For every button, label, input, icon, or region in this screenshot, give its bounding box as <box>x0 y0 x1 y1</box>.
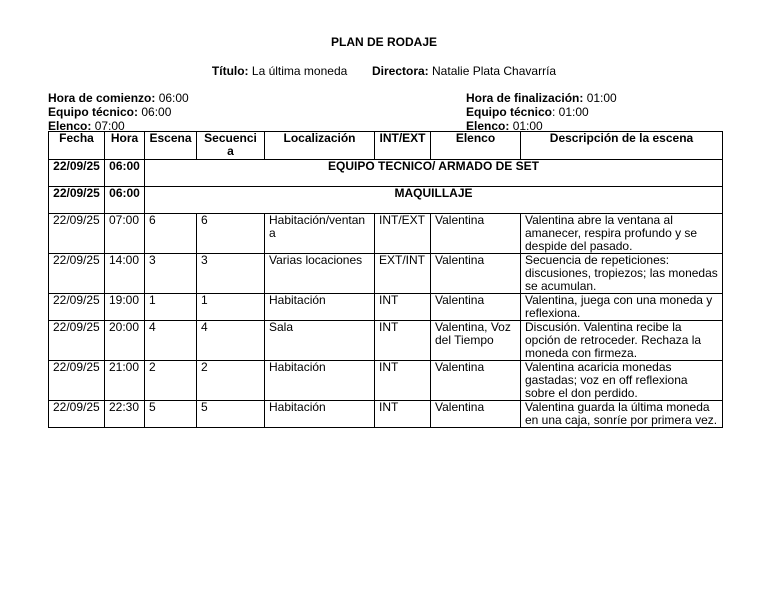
cell-sequence: 5 <box>197 401 265 428</box>
table-row <box>49 321 723 361</box>
crew-end-label: Equipo técnico <box>466 105 553 119</box>
start-times-block <box>48 91 189 133</box>
crew-start-line <box>48 105 189 119</box>
cell-scene: 6 <box>145 214 197 254</box>
start-time-label: Hora de comienzo: <box>48 91 156 105</box>
cast-end-value: 01:00 <box>512 119 543 133</box>
cell-description: Valentina guarda la última moneda en una caja, sonríe por primera vez. <box>521 401 723 428</box>
cell-scene: 3 <box>145 254 197 294</box>
table-row <box>49 361 723 401</box>
header-descripcion: Descripción de la escena <box>521 132 723 160</box>
header-fecha: Fecha <box>49 132 105 160</box>
header-escena: Escena <box>145 132 197 160</box>
cell-scene: 1 <box>145 294 197 321</box>
cell-date: 22/09/25 <box>49 361 105 401</box>
cell-location: Habitación <box>265 361 375 401</box>
start-time-line <box>48 91 189 105</box>
header-secuencia: Secuencia <box>197 132 265 160</box>
table-row <box>49 294 723 321</box>
cell-int-ext: INT <box>375 321 431 361</box>
cell-int-ext: INT/EXT <box>375 214 431 254</box>
cell-description: Valentina, juega con una moneda y reflexiona. <box>521 294 723 321</box>
table-header-row <box>49 132 723 160</box>
header-hora: Hora <box>105 132 145 160</box>
cell-cast: Valentina <box>431 401 521 428</box>
cell-sequence: 4 <box>197 321 265 361</box>
cell-time: 07:00 <box>105 214 145 254</box>
cell-date: 22/09/25 <box>49 401 105 428</box>
cell-time: 19:00 <box>105 294 145 321</box>
crew-end-line <box>466 105 617 119</box>
cell-sequence: 6 <box>197 214 265 254</box>
cell-time: 20:00 <box>105 321 145 361</box>
cell-location: Habitación <box>265 401 375 428</box>
header-int-ext: INT/EXT <box>375 132 431 160</box>
cell-date: 22/09/25 <box>49 187 105 214</box>
document-title: PLAN DE RODAJE <box>330 35 437 49</box>
cell-cast: Valentina <box>431 214 521 254</box>
cell-scene: 4 <box>145 321 197 361</box>
table-row-crew-setup <box>49 160 723 187</box>
film-label: Título: <box>211 64 249 78</box>
cell-description: Secuencia de repeticiones: discusiones, tropiezos; las monedas se acumulan. <box>521 254 723 294</box>
cell-int-ext: INT <box>375 294 431 321</box>
cell-sequence: 2 <box>197 361 265 401</box>
cell-activity: EQUIPO TECNICO/ ARMADO DE SET <box>145 160 723 187</box>
cell-location: Habitación <box>265 294 375 321</box>
cell-int-ext: INT <box>375 361 431 401</box>
cell-int-ext: INT <box>375 401 431 428</box>
table-row <box>49 401 723 428</box>
cell-cast: Valentina <box>431 361 521 401</box>
cell-scene: 5 <box>145 401 197 428</box>
cell-date: 22/09/25 <box>49 160 105 187</box>
director-name: Natalie Plata Chavarría <box>432 64 557 78</box>
cast-start-label: Elenco: <box>48 119 92 133</box>
cell-description: Valentina abre la ventana al amanecer, respira profundo y se despide del pasado. <box>521 214 723 254</box>
end-time-line <box>466 91 617 105</box>
table-row <box>49 254 723 294</box>
cell-time: 14:00 <box>105 254 145 294</box>
cell-time: 06:00 <box>105 160 145 187</box>
end-time-value: 01:00 <box>586 91 617 105</box>
cast-start-value: 07:00 <box>94 119 125 133</box>
cast-end-label: Elenco: <box>466 119 510 133</box>
start-time-value: 06:00 <box>158 91 189 105</box>
end-times-block <box>466 91 617 133</box>
film-info <box>0 64 768 78</box>
cell-time: 06:00 <box>105 187 145 214</box>
table-row-makeup <box>49 187 723 214</box>
cell-cast: Valentina, Voz del Tiempo <box>431 321 521 361</box>
crew-start-label: Equipo técnico: <box>48 105 138 119</box>
cell-sequence: 3 <box>197 254 265 294</box>
cell-scene: 2 <box>145 361 197 401</box>
cell-time: 22:30 <box>105 401 145 428</box>
film-title: La última moneda <box>251 64 348 78</box>
cell-location: Habitación/ventana <box>265 214 375 254</box>
cell-date: 22/09/25 <box>49 321 105 361</box>
cell-location: Sala <box>265 321 375 361</box>
header-localizacion: Localización <box>265 132 375 160</box>
crew-start-value: 06:00 <box>141 105 172 119</box>
cell-cast: Valentina <box>431 294 521 321</box>
table-row <box>49 214 723 254</box>
header-elenco: Elenco <box>431 132 521 160</box>
cell-time: 21:00 <box>105 361 145 401</box>
cell-int-ext: EXT/INT <box>375 254 431 294</box>
cell-sequence: 1 <box>197 294 265 321</box>
cell-date: 22/09/25 <box>49 214 105 254</box>
cell-description: Discusión. Valentina recibe la opción de retroceder. Rechaza la moneda con firmeza. <box>521 321 723 361</box>
director-label: Directora: <box>371 64 429 78</box>
cell-activity: MAQUILLAJE <box>145 187 723 214</box>
cell-location: Varias locaciones <box>265 254 375 294</box>
cell-date: 22/09/25 <box>49 254 105 294</box>
shooting-schedule-table <box>48 131 723 428</box>
end-time-label: Hora de finalización: <box>466 91 584 105</box>
crew-end-value: : 01:00 <box>552 105 589 119</box>
cell-date: 22/09/25 <box>49 294 105 321</box>
cell-cast: Valentina <box>431 254 521 294</box>
cell-description: Valentina acaricia monedas gastadas; voz en off reflexiona sobre el don perdido. <box>521 361 723 401</box>
